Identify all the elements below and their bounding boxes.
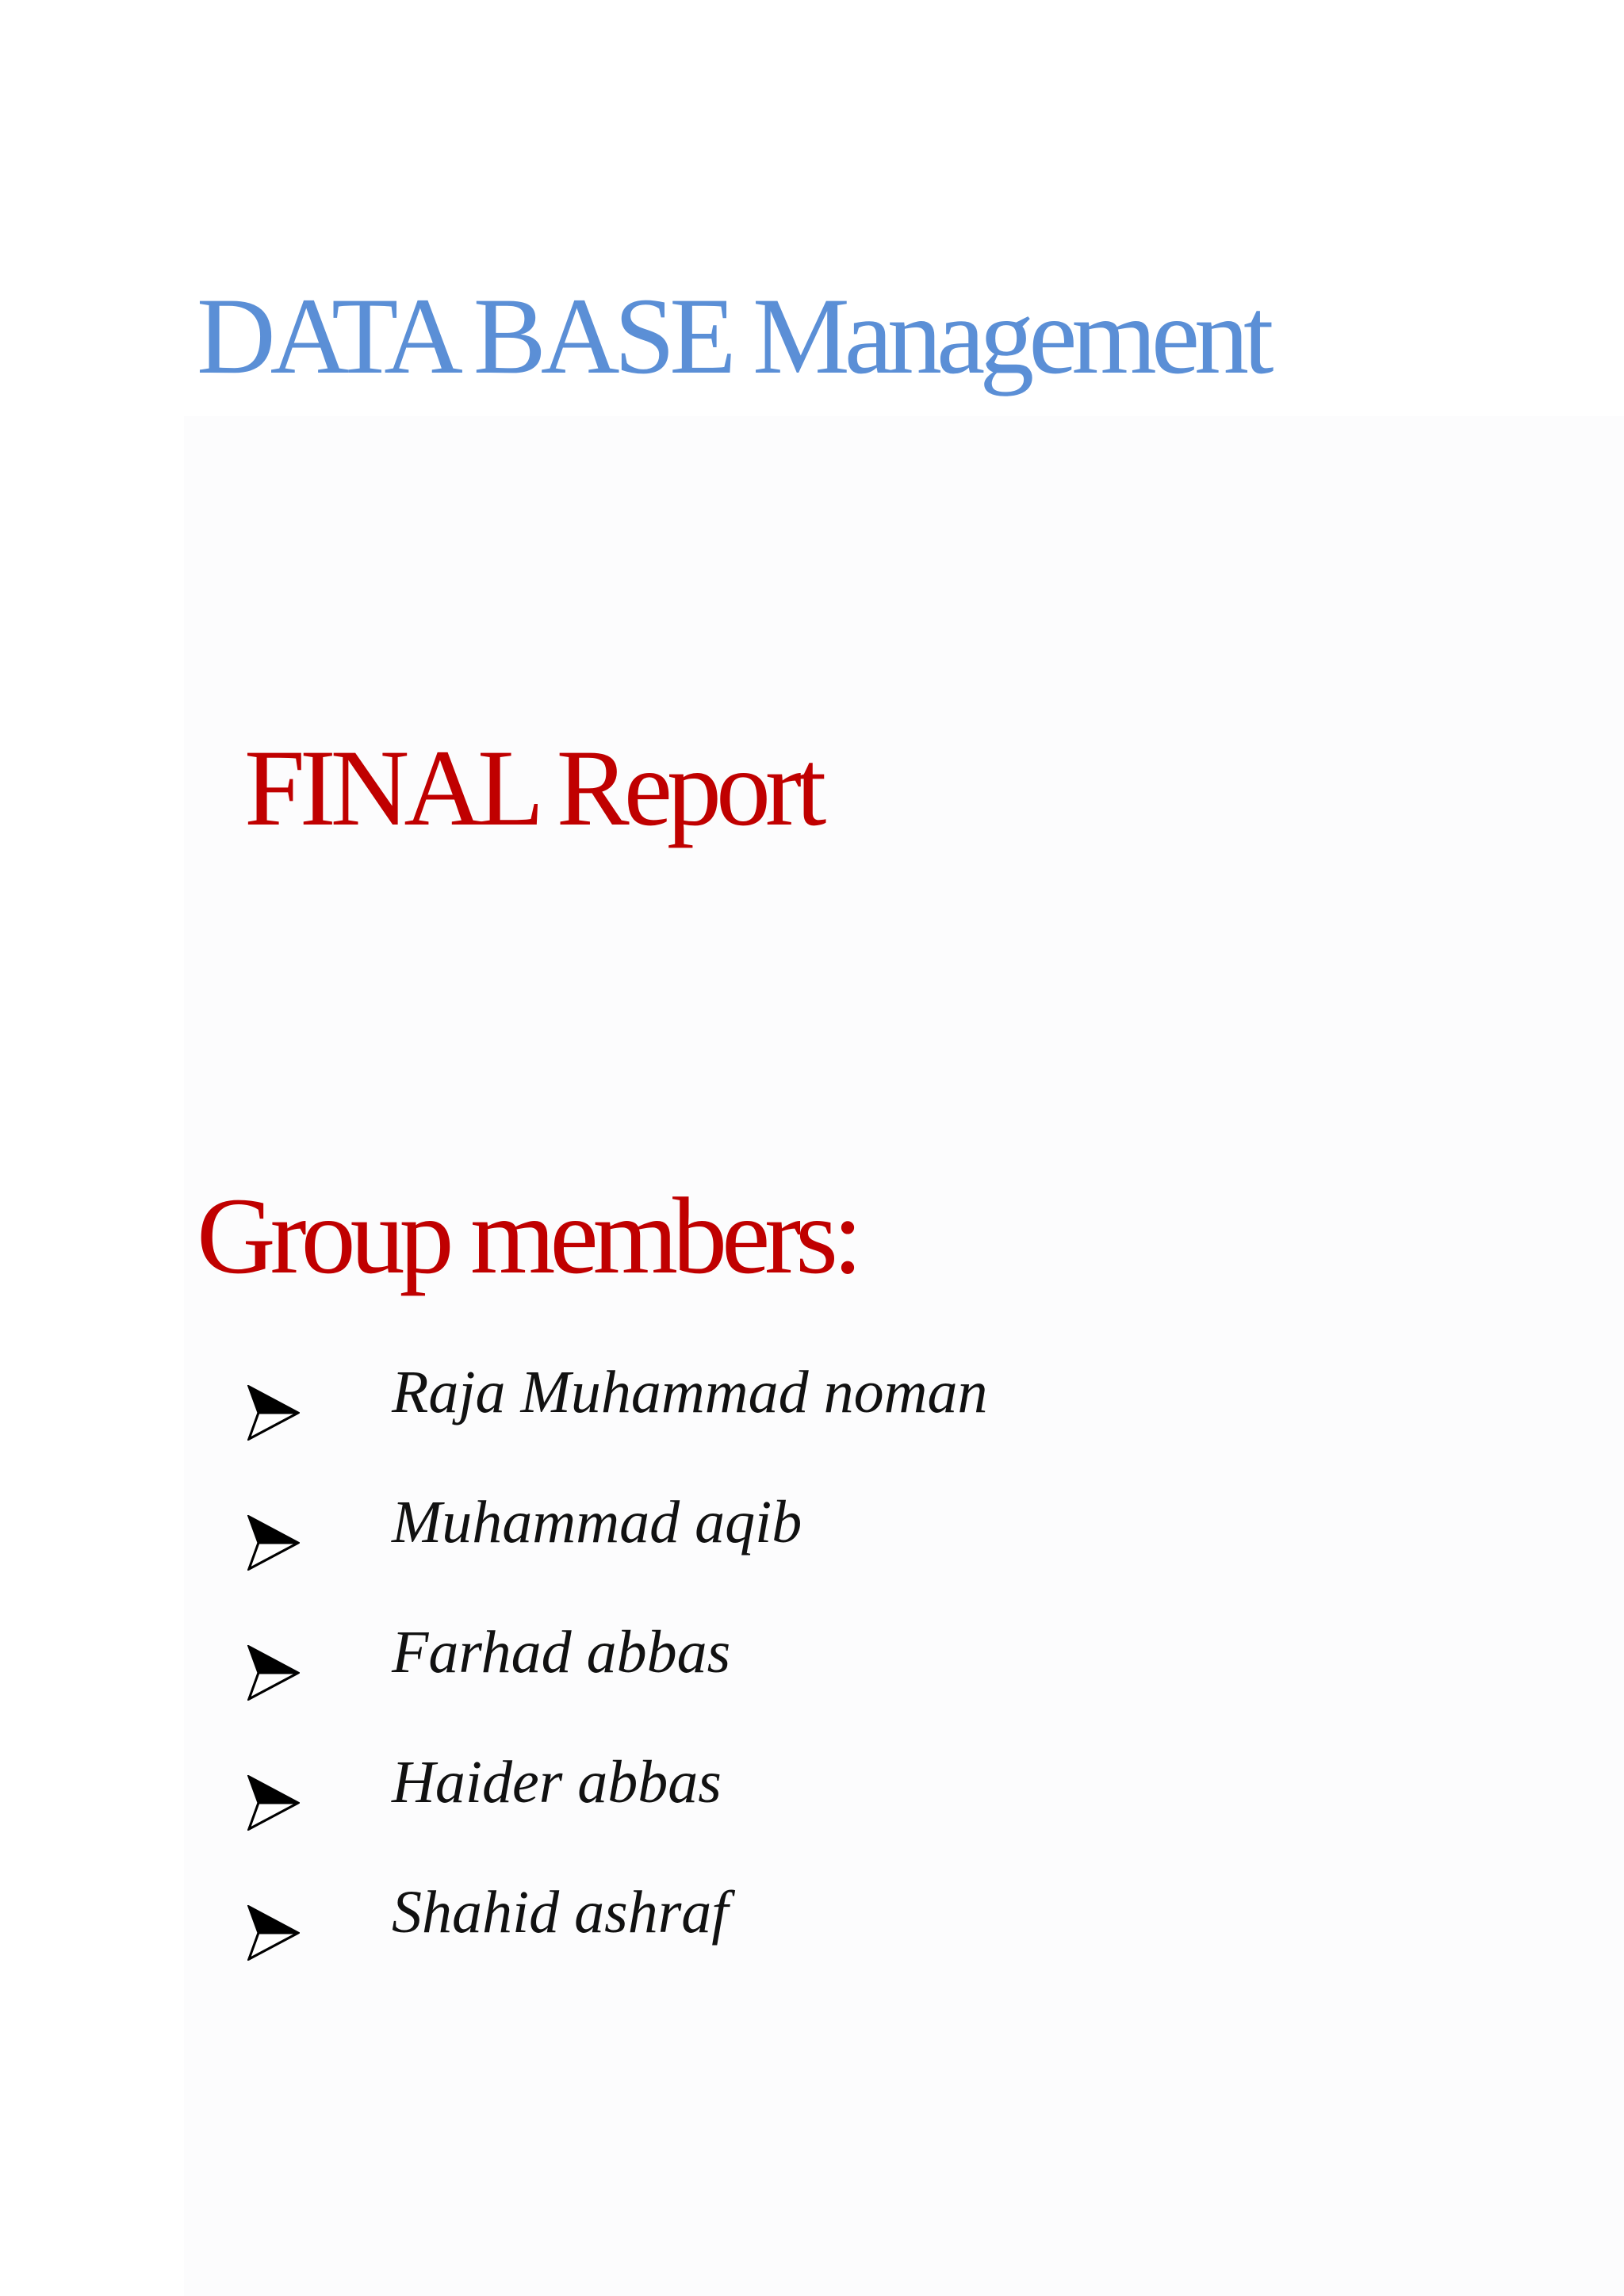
arrow-bullet-icon	[247, 1385, 300, 1441]
member-name: Muhammad aqib	[392, 1489, 802, 1556]
arrow-bullet-icon	[247, 1905, 300, 1961]
members-heading: Group members:	[197, 1175, 858, 1296]
document-title: DATA BASE Management	[197, 275, 1269, 396]
members-list	[247, 1348, 988, 1998]
list-item	[247, 1348, 988, 1478]
page-background-tint	[184, 416, 1624, 2296]
member-name: Farhad abbas	[392, 1619, 731, 1686]
arrow-bullet-icon	[247, 1775, 300, 1831]
arrow-bullet-icon	[247, 1645, 300, 1701]
member-name: Raja Muhammad noman	[392, 1359, 988, 1425]
list-item	[247, 1868, 729, 1998]
list-item	[247, 1478, 802, 1608]
member-name: Shahid ashraf	[392, 1879, 729, 1946]
list-item	[247, 1738, 722, 1868]
arrow-bullet-icon	[247, 1515, 300, 1571]
report-subtitle: FINAL Report	[244, 727, 822, 848]
member-name: Haider abbas	[392, 1749, 722, 1816]
list-item	[247, 1608, 731, 1738]
